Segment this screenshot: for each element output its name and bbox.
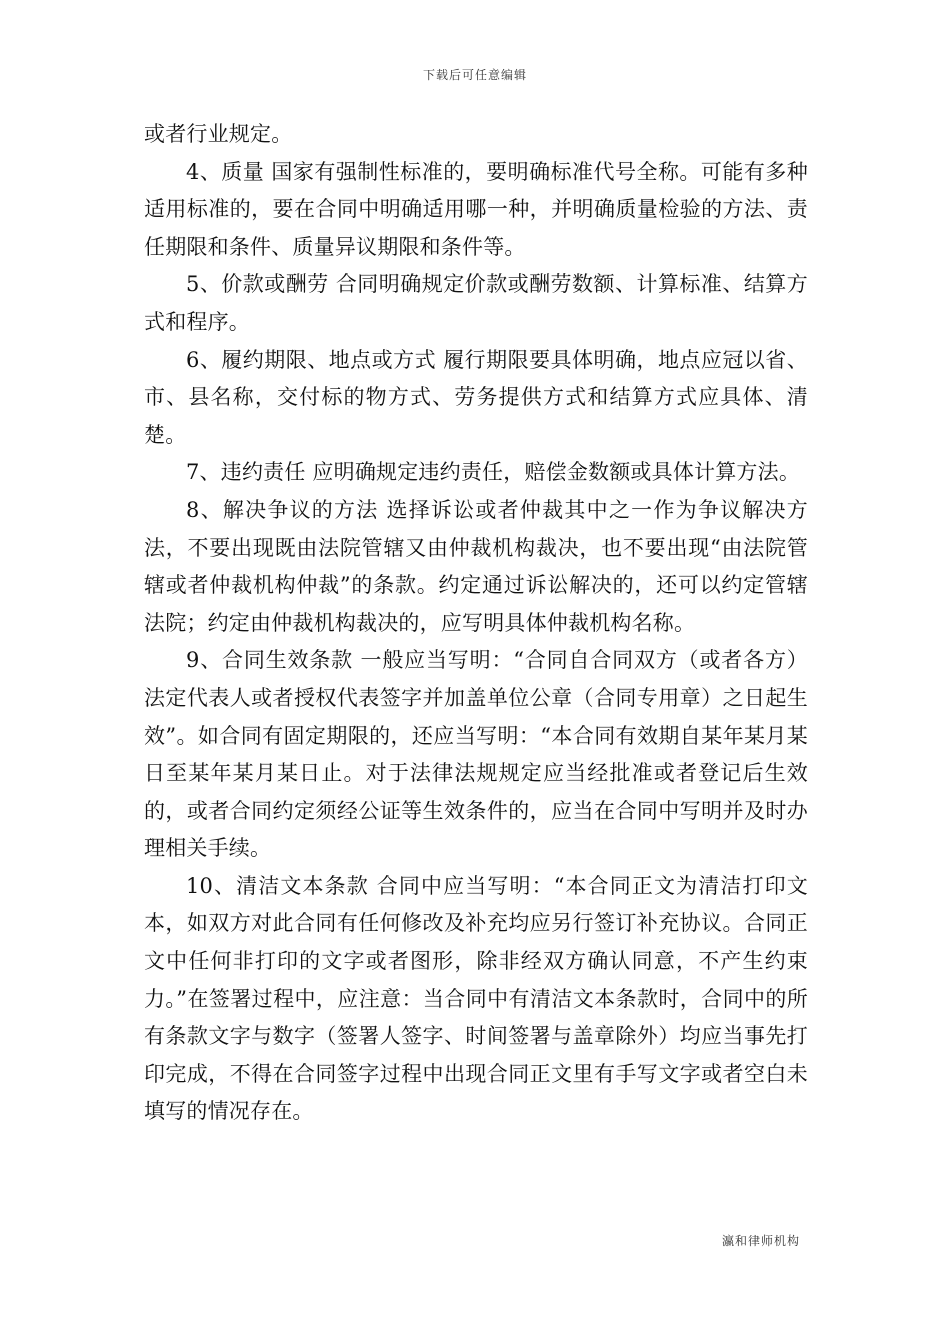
paragraph-item-6-performance: 6、履约期限、地点或方式 履行期限要具体明确，地点应冠以省、市、县名称，交付标的物方式、劳务提供方式和结算方式应具体、清楚。 — [144, 347, 808, 447]
paragraph-item-10-clean-text: 10、清洁文本条款 合同中应当写明：“本合同正文为清洁打印文本，如双方对此合同有任何修改及补充均应另行签订补充协议。合同正文中任何非打印的文字或者图形，除非经双方确认同意，不产生约束力。”在签署过程中，应注意：当合同中有清洁文本条款时，合同中的所有条款文字与数字（签署人签字、时间签署与盖章除外）均应当事先打印完成，不得在合同签字过程中出现合同正文里有手写文字或者空白未填写的情况存在。 — [144, 873, 808, 1124]
paragraph-item-7-liability: 7、违约责任 应明确规定违约责任，赔偿金数额或具体计算方法。 — [186, 460, 801, 485]
document-body — [144, 116, 808, 1131]
page-header: 下载后可任意编辑 — [422, 68, 527, 82]
paragraph-item-5-price: 5、价款或酬劳 合同明确规定价款或酬劳数额、计算标准、结算方式和程序。 — [144, 272, 808, 334]
paragraph-item-8-dispute: 8、解决争议的方法 选择诉讼或者仲裁其中之一作为争议解决方法，不要出现既由法院管辖又由仲裁机构裁决，也不要出现“由法院管辖或者仲裁机构仲裁”的条款。约定通过诉讼解决的，还可以约定管辖法院；约定由仲裁机构裁决的，应写明具体仲裁机构名称。 — [144, 497, 808, 635]
page-footer: 瀛和律师机构 — [721, 1234, 800, 1248]
paragraph-continuation: 或者行业规定。 — [144, 122, 293, 146]
paragraph-item-4-quality: 4、质量 国家有强制性标准的，要明确标准代号全称。可能有多种适用标准的，要在合同中明确适用哪一种，并明确质量检验的方法、责任期限和条件、质量异议期限和条件等。 — [144, 159, 808, 259]
paragraph-item-9-effectiveness: 9、合同生效条款 一般应当写明：“合同自合同双方（或者各方）法定代表人或者授权代表签字并加盖单位公章（合同专用章）之日起生效”。如合同有固定期限的，还应当写明：“本合同有效期自某年某月某日至某年某月某日止。对于法律法规规定应当经批准或者登记后生效的，或者合同约定须经公证等生效条件的，应当在合同中写明并及时办理相关手续。 — [144, 648, 808, 861]
